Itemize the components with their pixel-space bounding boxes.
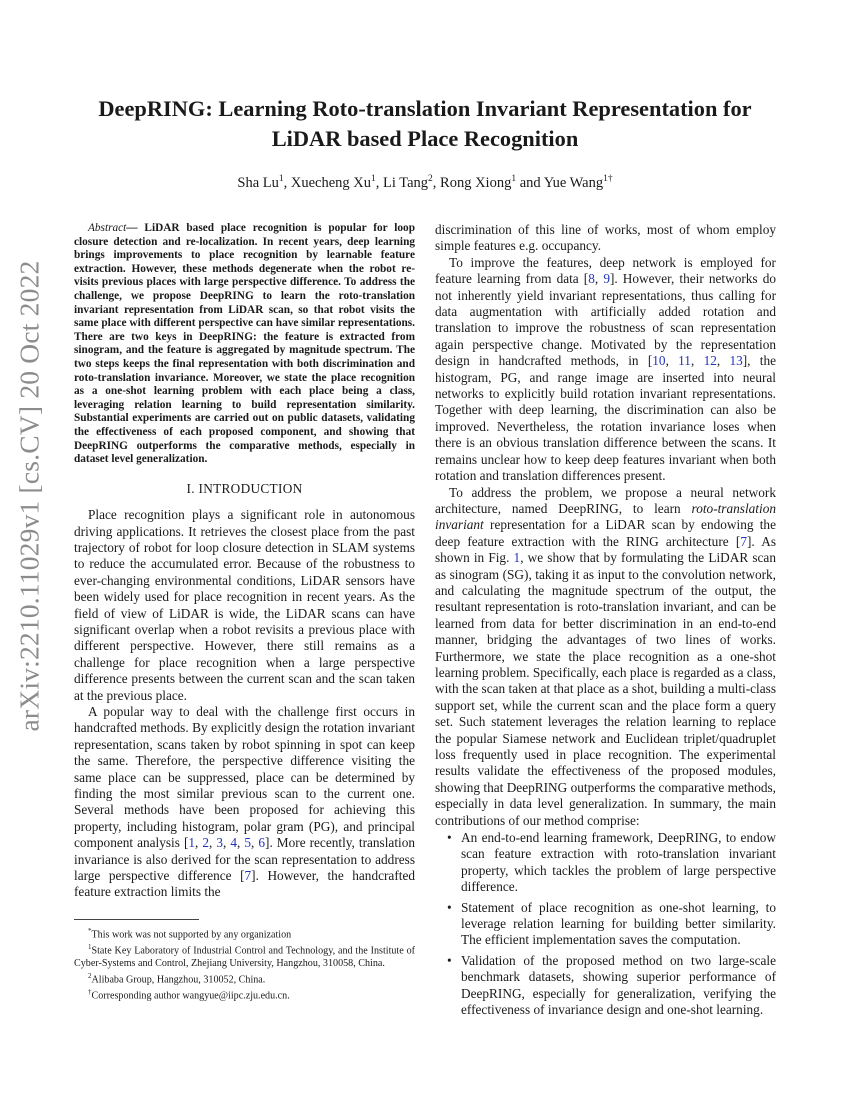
abstract-label: Abstract (88, 222, 127, 234)
author-name: Sha Lu (237, 174, 279, 191)
paragraph-text: To address the problem, we propose a neural network architecture, named DeepRING, to learn (435, 484, 776, 516)
title-line-1: DeepRING: Learning Roto-translation Invariant Representation for (98, 96, 752, 121)
author-affiliation-mark: 1 (278, 174, 284, 184)
author-name: Yue Wang (543, 174, 604, 191)
citation-link[interactable]: 6 (258, 835, 266, 851)
abstract (74, 222, 415, 467)
abstract-text: LiDAR based place recognition is popular for loop closure detection and re-localization. In recent years, deep learning brings improvements to place recognition by learnable feature extraction. However, these methods degenerate when the robot re-visits previous places with large perspective difference. To address the challenge, we propose DeepRING to learn the roto-translation invariant representation from LiDAR scan, so that robot visits the same place with different perspective can have similar representations. There are two keys in DeepRING: the feature is extracted from sinogram, and the feature is aggregated by magnitude spectrum. The two steps keeps the final representation with both discrimination and roto-translation invariance. Moreover, we state the place recognition as a one-shot learning problem with each place being a class, leveraging relation learning to build representation similarity. Substantial experiments are carried out on public datasets, validating the effectiveness of each proposed component, and showing that DeepRING outperforms the comparative methods, especially in dataset level generalization. (74, 222, 415, 466)
footnote-text: Corresponding author wangyue@iipc.zju.edu.cn. (91, 990, 290, 1002)
footnote-text: This work was not supported by any organization (91, 929, 292, 941)
footnote (74, 925, 415, 941)
footnote (74, 970, 415, 986)
author-name: Rong Xiong (440, 174, 512, 191)
citation-link[interactable]: 10 (652, 353, 666, 369)
paragraph-text: ]. However, the handcrafted feature extraction limits the (74, 868, 416, 900)
citation-link[interactable]: 7 (244, 868, 252, 884)
citation-link[interactable]: 9 (603, 271, 610, 287)
footnote-mark: 2 (88, 971, 92, 980)
paragraph-text: To improve the features, deep network is employed for feature learning from data [ (435, 254, 776, 287)
footnote (74, 986, 415, 1002)
citation-link[interactable]: 3 (216, 835, 224, 851)
body-paragraph (435, 485, 776, 830)
abstract-dash: — (126, 222, 145, 234)
author-separator: and (516, 174, 544, 191)
paragraph-text: ]. As shown in Fig. (435, 533, 776, 566)
author-affiliation-mark: 1 (371, 174, 376, 184)
title-line-2: LiDAR based Place Recognition (271, 126, 579, 151)
arxiv-identifier-stamp (3, 260, 55, 732)
body-paragraph: discrimination of this line of works, most of whom employ simple features e.g. occupancy. (435, 222, 776, 254)
emphasized-term: roto-translation invariant (435, 500, 776, 533)
paragraph-text: A popular way to deal with the challenge first occurs in handcrafted methods. By explicitly design the rotation invariant representation, scans taken by robot spinning in spot can keep the same. Therefore, the perspective difference visiting the same place can be suppressed, place can be determined by finding the most similar previous scan to the current one. Several methods have been proposed for achieving this property, including histogram, polar gram (PG), and principal component analysis [ (74, 703, 415, 851)
footnote-mark: 1 (88, 943, 92, 952)
intro-paragraph-2: A popular way to deal with the challenge first occurs in handcrafted methods. By explicitly design the rotation invariant representation, scans taken by robot spinning in spot can keep the same. Therefore, the perspective difference visiting the same place can be suppressed, place can be determined by finding the most similar previous scan to the current one. Several methods have been proposed for achieving this property, including histogram, polar gram (PG), and principal component analysis [1, 2, 3, 4, 5, 6]. More recently, translation invariance is also derived for the scan representation to address large perspective difference [7]. However, the handcrafted feature extraction limits the (74, 703, 416, 900)
author-separator: , (432, 174, 441, 191)
author-name: Li Tang (383, 174, 429, 191)
footnote-text: Alibaba Group, Hangzhou, 310052, China. (91, 973, 266, 985)
list-item: • Validation of the proposed method on two large-scale benchmark datasets, showing superior performance of DeepRING, especially for generalization, verifying the effectiveness of invariance design and one-shot learning. (461, 953, 776, 1019)
citation-link[interactable]: 11 (678, 353, 691, 369)
paragraph-text: , we show that by formulating the LiDAR scan as sinogram (SG), taking it as input to the convolution network, and calculating the magnitude spectrum of the output, the resultant representation is roto-translation invariant, and can be learned from data for better discrimination in an end-to-end manner, bridging the advantages of two lines of works. Furthermore, we state the place recognition as a one-shot learning problem. Specifically, each place is regarded as a class, with the scan taken at that place as a shot, building a multi-class support set, while the current scan and the place form a query set. Such statement leverages the relation learning to replace the popular Siamese network and Euclidean triplet/quadruplet loss frequently used in place recognition. The experimental results validate the effectiveness of the proposed modules, showing that DeepRING outperforms the comparative methods, especially in data level generalization. In summary, the main contributions of our method comprise: (435, 550, 777, 828)
author-affiliation-mark: 2 (428, 174, 433, 184)
paragraph-text: representation for a LiDAR scan by endowing the deep feature extraction with the RING architecture [ (435, 517, 776, 549)
arxiv-id-text: arXiv:2210.11029v1 [cs.CV] 20 Oct 2022 (13, 260, 44, 732)
figure-reference-link[interactable]: 1 (513, 550, 521, 566)
footnote-mark: * (88, 926, 92, 935)
author-list (70, 174, 780, 192)
section-heading-introduction: I. INTRODUCTION (186, 480, 303, 496)
footnote-mark: † (88, 987, 92, 996)
paragraph-text: ]. However, their networks do not inherently yield invariant representations, thus calling for data augmentation with artificially added rotation and translation to improve the robustness of scan representation again perspective change. Motivated by the representation design in handcrafted methods, in [ (435, 271, 776, 369)
citation-link[interactable]: 13 (729, 353, 743, 369)
citation-link[interactable]: 2 (202, 835, 210, 851)
citation-link[interactable]: 5 (244, 835, 252, 851)
author-separator: , (375, 174, 383, 191)
author-affiliation-mark: 1† (603, 174, 613, 184)
footnote-text: State Key Laboratory of Industrial Control and Technology, and the Institute of Cyber-Systems and Control, Zhejiang University, Hangzhou, 310058, China. (74, 945, 415, 969)
paper-title (70, 94, 780, 154)
footnote-rule (74, 919, 199, 920)
right-column (435, 222, 776, 1023)
paragraph-text: ], the histogram, PG, and range image are inserted into neural networks to explicitly build rotation invariant representations. Together with deep learning, the discrimination can also be improved. Nevertheless, the rotation invariance loses when there is an obvious translation difference between the scans. It remains unclear how to keep deep features invariant when both rotation and translation differences present. (435, 353, 777, 484)
citation-link[interactable]: 4 (230, 835, 238, 851)
author-affiliation-mark: 1 (511, 174, 517, 184)
left-column (74, 222, 415, 1002)
contributions-list (435, 830, 776, 1018)
paragraph-text: ]. More recently, translation invariance is also derived for the scan representation to address large perspective difference [ (74, 835, 416, 884)
list-item: • Statement of place recognition as one-shot learning, to leverage relation learning for building better similarity. The efficient implementation saves the computation. (461, 900, 776, 949)
citation-link[interactable]: 7 (740, 533, 747, 549)
list-item: • An end-to-end learning framework, DeepRING, to endow scan feature extraction with roto-translation invariant property, which tackles the problem of large perspective difference. (461, 830, 776, 896)
intro-paragraph-1: Place recognition plays a significant role in autonomous driving applications. It retrieves the closest place from the past trajectory of robot for loop closure detection in SLAM systems to reduce the accumulated error. Because of the robustness to ever-changing environmental conditions, LiDAR sensors have been widely used for place recognition in recent years. As the field of view of LiDAR is wide, the LiDAR scans can have significant overlap when a robot revisits a previous place with different perspective. However, there still remains as a challenge for place recognition when a large perspective difference presents between the current scan and the scan taken at the previous place. (74, 507, 415, 703)
author-name: Xuecheng Xu (290, 174, 371, 191)
author-separator: , (283, 174, 291, 191)
citation-link[interactable]: 8 (588, 271, 595, 287)
body-paragraph: To improve the features, deep network is employed for feature learning from data [8, 9]. However, their networks do not inherently yield invariant representations, thus calling for data augmentation with artificially added rotation and translation to improve the robustness of scan representation again perspective change. Motivated by the representation design in handcrafted methods, in [10, 11, 12, 13], the histogram, PG, and range image are inserted into neural networks to explicitly build rotation invariant representations. Together with deep learning, the discrimination can also be improved. Nevertheless, the rotation invariance loses when there is an obvious translation difference between the scans. It remains unclear how to keep deep features invariant when both rotation and translation differences present. (435, 254, 777, 484)
citation-link[interactable]: 12 (703, 353, 717, 369)
footnote (74, 941, 415, 969)
citation-link[interactable]: 1 (188, 835, 196, 851)
